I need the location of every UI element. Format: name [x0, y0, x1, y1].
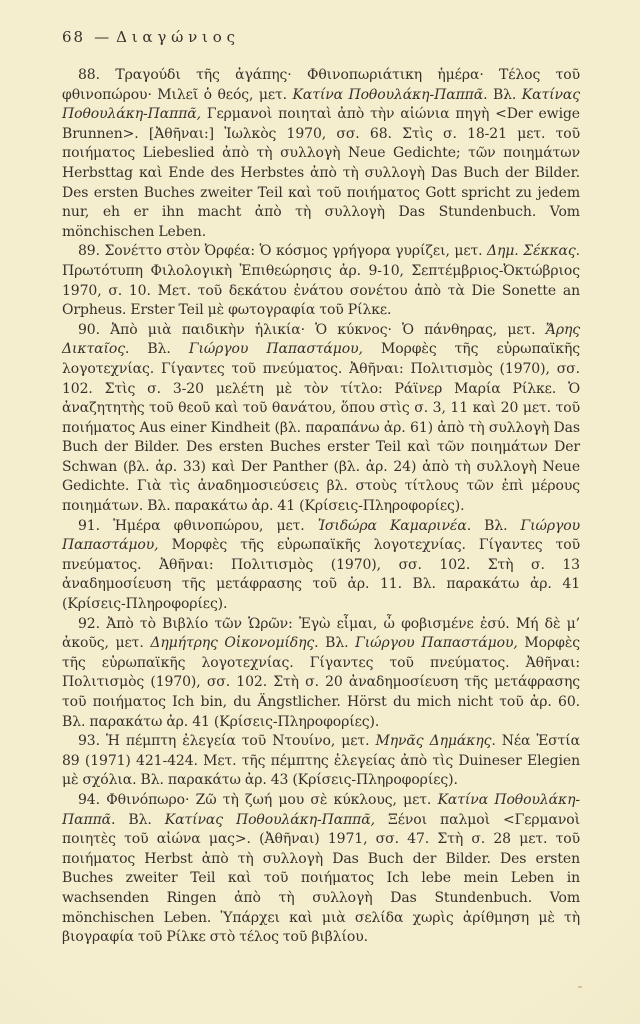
bibliography-entry — [62, 242, 580, 320]
entry-number: 90. — [78, 321, 100, 338]
entry-italic-run: Κατίνα Ποθουλάκη-Παππᾶ — [62, 791, 580, 828]
entry-number: 94. — [78, 791, 100, 808]
entry-text-run: Ἡμέρα φθινοπώρου, μετ. — [113, 517, 318, 534]
scanned-book-page — [62, 28, 580, 948]
entry-text-run: Σονέττο στὸν Ὀρφέα: Ὁ κόσμος γρήγορα γυρίζει, μετ. — [104, 243, 487, 260]
bibliography-entry — [62, 615, 580, 733]
bibliography-entry — [62, 321, 580, 517]
bibliography-entry — [62, 732, 580, 791]
entry-text-run: . Πρωτότυπη Φιλολογικὴ Ἐπιθεώρησις ἀρ. 9-10, Σεπτέμβριος-Ὀκτώβριος 1970, σ. 10. Μετ. τοῦ δεκάτου ἐνάτου σονέτου ἀπὸ τὰ Die Sonette an Orpheus. Erster Teil μὲ φωτογραφία τοῦ Ρίλκε. — [62, 243, 580, 319]
page-number: 68 — [62, 28, 86, 46]
paper-speck — [578, 986, 582, 988]
entry-italic-run: Κατίνας Ποθουλάκη-Παππᾶ, — [164, 811, 375, 828]
entry-italic-run: Γιώργου Παπαστάμου, — [188, 341, 363, 358]
entry-text-run: Ἡ πέμπτη ἐλεγεία τοῦ Ντουίνο, μετ. — [106, 733, 376, 750]
entry-italic-run: Ἰσιδώρα Καμαρινέα — [317, 517, 467, 534]
bibliography-entries — [62, 66, 580, 948]
entry-number: 93. — [78, 733, 100, 750]
bibliography-entry — [62, 517, 580, 615]
entry-text-run: . Βλ. — [111, 811, 165, 828]
entry-text-run: . Βλ. — [466, 517, 521, 534]
entry-number: 89. — [78, 243, 100, 260]
header-separator: — — [94, 28, 110, 46]
entry-text-run: . Νέα Ἑστία 89 (1971) 421-424. Μετ. τῆς πέμπτης ἐλεγείας ἀπὸ τὶς Duineser Elegien μὲ σχόλια. Βλ. παρακάτω ἀρ. 43 (Κρίσεις-Πληροφορίες). — [62, 733, 580, 789]
entry-italic-run: Ἄρης Δικταῖος — [62, 321, 580, 358]
entry-text-run: Φθινόπωρο· Ζῶ τὴ ζωή μου σὲ κύκλους, μετ. — [106, 791, 438, 808]
entry-text-run: . Βλ. — [314, 635, 356, 652]
entry-number: 88. — [78, 67, 100, 83]
entry-text-run: . Βλ. — [124, 341, 189, 358]
entry-italic-run: Κατίνα Ποθουλάκη-Παππᾶ — [292, 86, 484, 103]
running-head — [62, 28, 580, 46]
entry-text-run: Μορφὲς τῆς εὐρωπαϊκῆς λογοτεχνίας. Γίγαντες τοῦ πνεύματος. Ἀθῆναι: Πολιτισμὸς (1970), σσ. 102. Στὶς σ. 3-20 μελέτη μὲ τὸν τίτλο: Ράϊνερ Μαρία Ρίλκε. Ὁ ἀναζητητὴς τοῦ θεοῦ καὶ τοῦ θανάτου, ὅπου στὶς σ. 3, 11 καὶ 20 μετ. τοῦ ποιήματος Aus einer Kindheit (βλ. παραπάνω ἀρ. 61) ἀπὸ τὴ συλλογὴ Das Buch der Bilder. Des ersten Buches erster Teil καὶ τῶν ποιημάτων Der Schwan (βλ. ἀρ. 33) καὶ Der Panther (βλ. ἀρ. 24) ἀπὸ τὴ συλλογὴ Neue Gedichte. Γιὰ τὶς ἀναδημοσιεύσεις βλ. στοὺς τίτλους τῶν ἐπὶ μέρους ποιημάτων. Βλ. παρακάτω ἀρ. 41 (Κρίσεις-Πληροφορίες). — [62, 341, 580, 515]
entry-text-run: Τραγούδι τῆς ἀγάπης· Φθινοπωριάτικη ἡμέρα· Τέλος τοῦ φθινοπώρου· Μιλεῖ ὁ θεός, μετ. — [62, 67, 580, 103]
journal-title: Διαγώνιος — [116, 28, 240, 46]
bibliography-entry — [62, 791, 580, 948]
entry-number: 92. — [78, 615, 100, 632]
entry-italic-run: Κατίνας Ποθουλάκη-Παππᾶ, — [62, 86, 580, 123]
entry-number: 91. — [78, 517, 100, 534]
entry-text-run: Ξένοι παλμοὶ <Γερμανοὶ ποιητὲς τοῦ αἰώνα μας>. (Ἀθῆναι) 1971, σσ. 47. Στὴ σ. 28 μετ. τοῦ ποιήματος Herbst ἀπὸ τὴ συλλογὴ Das Buch der Bilder. Des ersten Buches zweiter Teil καὶ τοῦ ποιήματος Ich lebe mein Leben in wachsenden Ringen ἀπὸ τὴ συλλογὴ Das Stundenbuch. Vom mönchischen Leben. Ὑπάρχει καὶ μιὰ σελίδα χωρὶς ἀρίθμηση μὲ τὴ βιογραφία τοῦ Ρίλκε στὸ τέλος τοῦ βιβλίου. — [62, 811, 580, 946]
entry-italic-run: Δημήτρης Οἰκονομίδης — [150, 635, 315, 652]
entry-text-run: Ἀπὸ μιὰ παιδικὴν ἡλικία· Ὁ κύκνος· Ὁ πάνθηρας, μετ. — [110, 321, 546, 338]
bibliography-entry — [62, 66, 580, 242]
entry-text-run: Μορφὲς τῆς εὐρωπαϊκῆς λογοτεχνίας. Γίγαντες τοῦ πνεύματος. Ἀθῆναι: Πολιτισμὸς (1970), σσ. 102. Στὴ σ. 20 ἀναδημοσίευση τῆς μετάφρασης τοῦ ποιήματος Ich bin, du Ängstlicher. Hörst du mich nicht τοῦ ἀρ. 60. Βλ. παρακάτω ἀρ. 41 (Κρίσεις-Πληροφορίες). — [62, 635, 580, 730]
entry-text-run: . Βλ. — [483, 86, 522, 103]
entry-italic-run: Δημ. Σέκκας — [487, 243, 576, 260]
entry-text-run: Ἀπὸ τὸ Βιβλίο τῶν Ὡρῶν: Ἐγὼ εἶμαι, ὦ φοβισμένε ἐσύ. Μή δὲ μ’ ἀκοῦς, μετ. — [62, 615, 580, 652]
entry-italic-run: Μηνᾶς Δημάκης — [375, 733, 492, 750]
entry-text-run: Γερμανοὶ ποιηταὶ ἀπὸ τὴν αἰώνια πηγὴ <Der ewige Brunnen>. [Ἀθῆναι:] Ἰωλκὸς 1970, σσ. 68. Στὶς σ. 18-21 μετ. τοῦ ποιήματος Liebeslied ἀπὸ τὴ συλλογὴ Neue Gedichte; τῶν ποιημάτων Herbsttag καὶ Ende des Herbstes ἀπὸ τὴ συλλογὴ Das Buch der Bilder. Des ersten Buches zweiter Teil καὶ τοῦ ποιήματος Gott spricht zu jedem nur, eh er ihn macht ἀπὸ τὴ συλλογὴ Das Stundenbuch. Vom mönchischen Leben. — [62, 106, 580, 240]
entry-italic-run: Γιώργου Παπαστάμου, — [355, 635, 518, 652]
entry-italic-run: Γιώργου Παπαστάμου, — [62, 517, 580, 554]
entry-text-run: Μορφὲς τῆς εὐρωπαϊκῆς λογοτεχνίας. Γίγαντες τοῦ πνεύματος. Ἀθῆναι: Πολιτισμὸς (1970), σσ. 102. Στὴ σ. 13 ἀναδημοσίευση τῆς μετάφρασης τοῦ ἀρ. 11. Βλ. παρακάτω ἀρ. 41 (Κρίσεις-Πληροφορίες). — [62, 537, 580, 613]
